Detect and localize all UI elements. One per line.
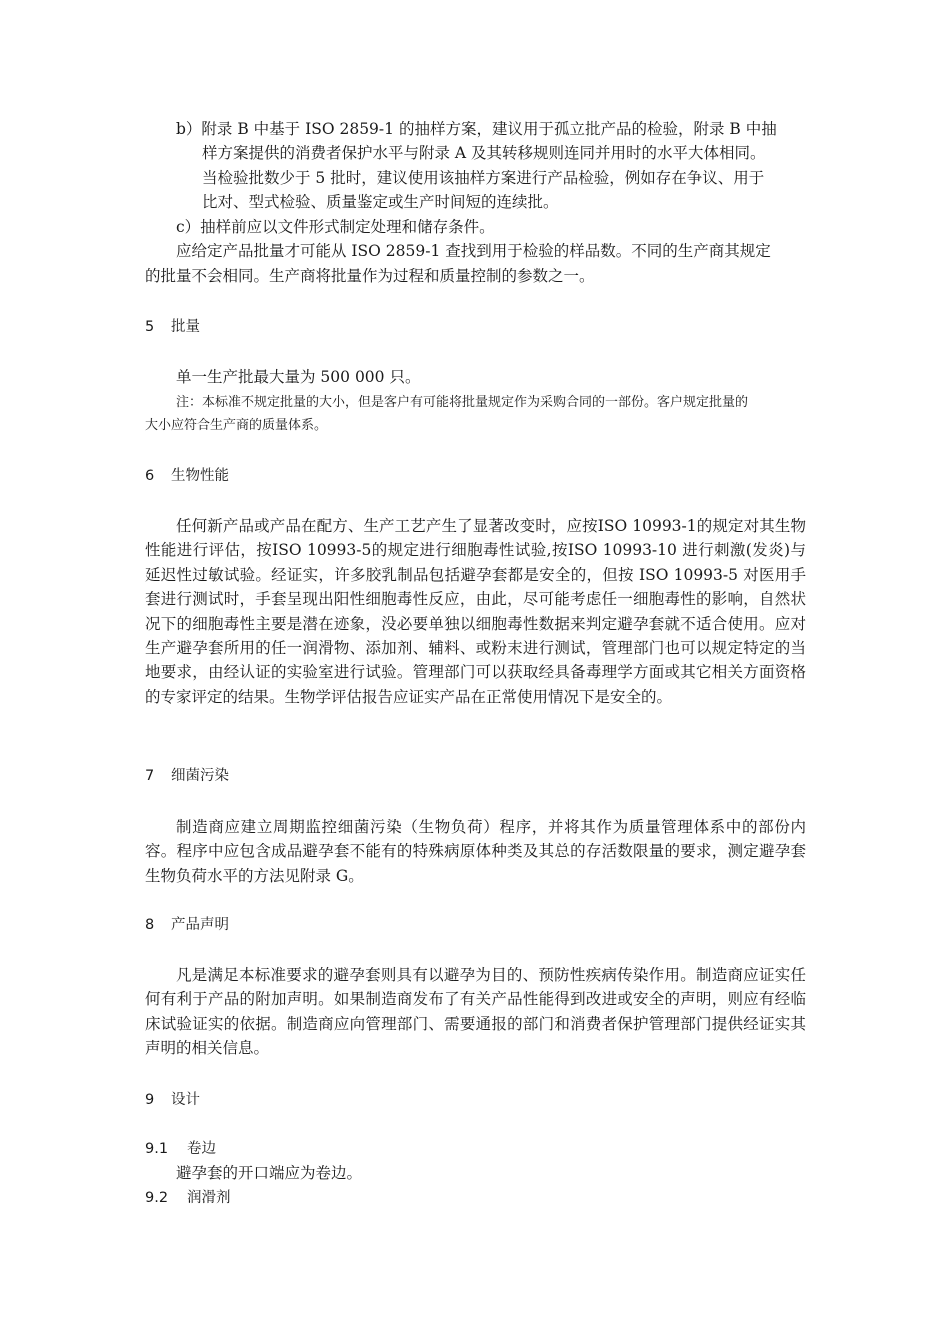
subsection-title: 卷边 <box>187 1141 216 1157</box>
list-item-c: c）抽样前应以文件形式制定处理和储存条件。 <box>176 218 495 236</box>
section-5-body: 单一生产批最大量为 500 000 只。 <box>176 368 421 386</box>
section-9-heading <box>145 1089 200 1111</box>
section-7-body: 制造商应建立周期监控细菌污染（生物负荷）程序，并将其作为质量管理体系中的部份内容。程序中应包含成品避孕套不能有的特殊病原体种类及其总的存活数限量的要求，测定避孕套生物负荷水平的方法见附录 G。 <box>145 818 806 885</box>
section-number: 6 <box>145 468 155 484</box>
section-number: 7 <box>145 768 155 784</box>
list-item-b-line-1: b）附录 B 中基于 ISO 2859-1 的抽样方案，建议用于孤立批产品的检验，附录 B 中抽 <box>176 120 777 138</box>
section-5-note-line-2: 大小应符合生产商的质量体系。 <box>145 418 328 433</box>
section-title: 批量 <box>171 319 200 335</box>
section-5-heading <box>145 316 200 338</box>
section-number: 8 <box>145 917 155 933</box>
section-8-body: 凡是满足本标准要求的避孕套则具有以避孕为目的、预防性疾病传染作用。制造商应证实任何有利于产品的附加声明。如果制造商发布了有关产品性能得到改进或安全的声明，则应有经临床试验证实的依据。制造商应向管理部门、需要通报的部门和消费者保护管理部门提供经证实其声明的相关信息。 <box>145 966 806 1058</box>
section-title: 设计 <box>171 1092 200 1108</box>
subsection-9-1-body: 避孕套的开口端应为卷边。 <box>176 1164 363 1182</box>
subsection-number: 9.2 <box>145 1190 169 1206</box>
subsection-9-2-heading <box>145 1187 231 1209</box>
section-7-heading <box>145 765 229 787</box>
section-6-body: 任何新产品或产品在配方、生产工艺产生了显著改变时，应按ISO 10993-1的规定对其生物性能进行评估，按ISO 10993-5的规定进行细胞毒性试验,按ISO 10993-10 进行刺激(发炎)与延迟性过敏试验。经证实，许多胶乳制品包括避孕套都是安全的，但按 ISO 10993-5 对医用手套进行测试时，手套呈现出阳性细胞毒性反应，由此，尽可能考虑任一细胞毒性的影响，自然状况下的细胞毒性主要是潜在迹象，没必要单独以细胞毒性数据来判定避孕套就不适合使用。应对生产避孕套所用的任一润滑物、添加剂、辅料、或粉末进行测试，管理部门也可以规定特定的当地要求，由经认证的实验室进行试验。管理部门可以获取经具备毒理学方面或其它相关方面资格的专家评定的结果。生物学评估报告应证实产品在正常使用情况下是安全的。 <box>145 517 806 706</box>
subsection-title: 润滑剂 <box>187 1190 231 1206</box>
list-item-b-line-4: 比对、型式检验、质量鉴定或生产时间短的连续批。 <box>202 193 559 211</box>
subsection-9-1-heading <box>145 1138 216 1160</box>
lot-paragraph-line-1: 应给定产品批量才可能从 ISO 2859-1 查找到用于检验的样品数。不同的生产商其规定 <box>176 242 771 260</box>
section-title: 细菌污染 <box>171 768 229 784</box>
section-6-heading <box>145 465 229 487</box>
list-item-b-line-3: 当检验批数少于 5 批时，建议使用该抽样方案进行产品检验，例如存在争议、用于 <box>202 169 765 187</box>
list-item-b-line-2: 样方案提供的消费者保护水平与附录 A 及其转移规则连同并用时的水平大体相同。 <box>202 144 766 162</box>
subsection-number: 9.1 <box>145 1141 169 1157</box>
section-title: 产品声明 <box>171 917 229 933</box>
section-8-heading <box>145 914 229 936</box>
section-5-note-line-1: 注：本标准不规定批量的大小，但是客户有可能将批量规定作为采购合同的一部份。客户规定批量的 <box>176 395 749 410</box>
lot-paragraph-line-2: 的批量不会相同。生产商将批量作为过程和质量控制的参数之一。 <box>145 267 595 285</box>
section-number: 9 <box>145 1092 155 1108</box>
section-number: 5 <box>145 319 155 335</box>
section-title: 生物性能 <box>171 468 229 484</box>
